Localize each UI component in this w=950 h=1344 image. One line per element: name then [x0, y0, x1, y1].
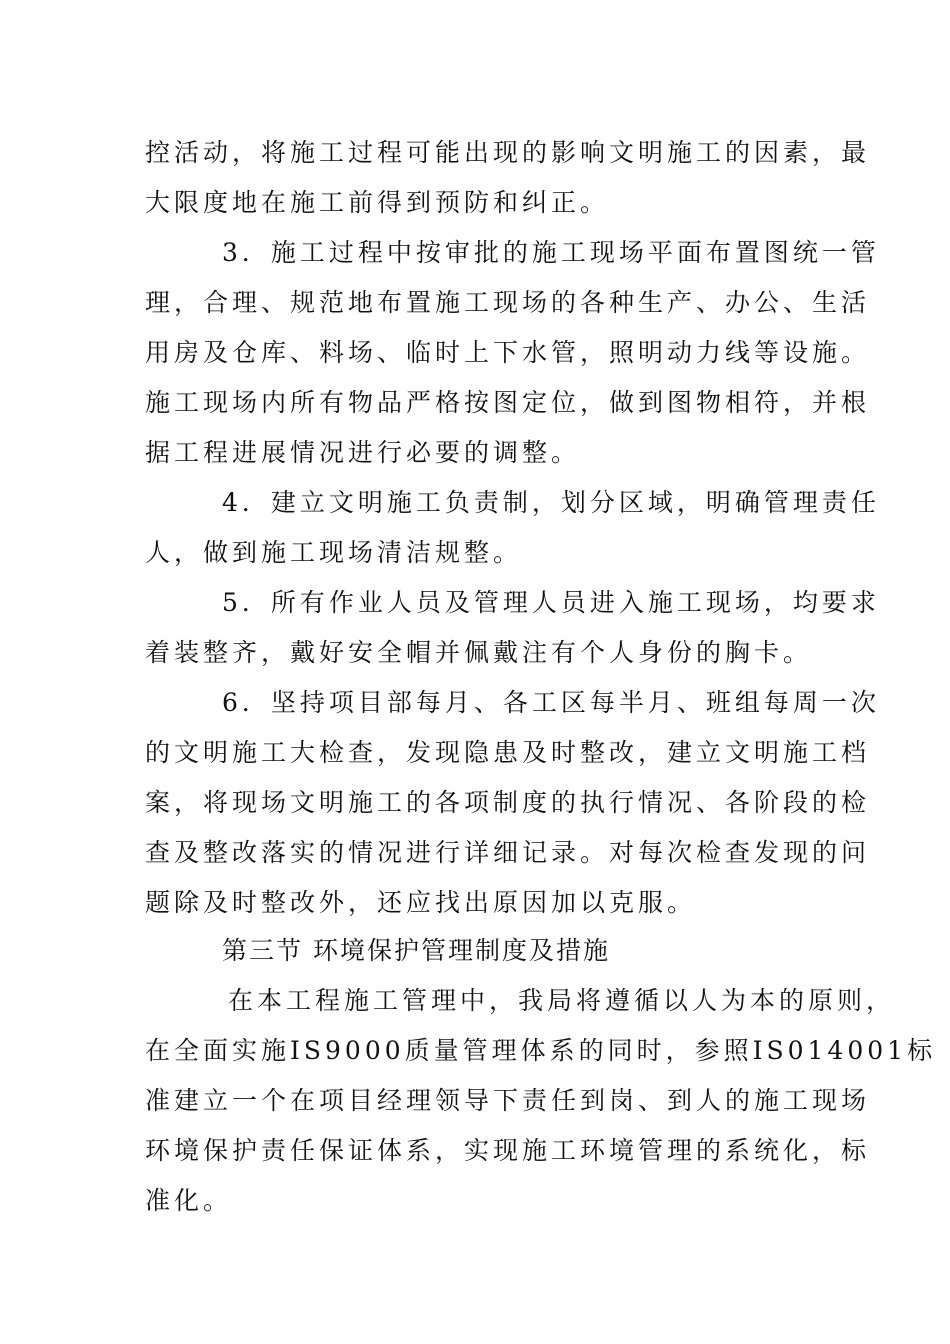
text-line: 理，合理、规范地布置施工现场的各种生产、办公、生活: [145, 288, 871, 317]
text-line: 的文明施工大检查，发现隐患及时整改，建立文明施工档: [145, 738, 871, 767]
text-line: 准建立一个在项目经理领导下责任到岗、到人的施工现场: [145, 1086, 871, 1115]
text-line: 控活动，将施工过程可能出现的影响文明施工的因素，最: [145, 138, 871, 167]
text-line: 题除及时整改外，还应找出原因加以克服。: [145, 888, 697, 917]
text-line: 在全面实施IS9000质量管理体系的同时，参照IS014001标: [145, 1036, 937, 1065]
text-line: 4．建立文明施工负责制，划分区域，明确管理责任: [222, 488, 880, 517]
section-heading: 第三节 环境保护管理制度及措施: [222, 936, 610, 965]
text-line: 环境保护责任保证体系，实现施工环境管理的系统化，标: [145, 1136, 871, 1165]
text-line: 施工现场内所有物品严格按图定位，做到图物相符，并根: [145, 388, 871, 417]
text-line: 准化。: [145, 1186, 233, 1215]
text-line: 6．坚持项目部每月、各工区每半月、班组每周一次: [222, 688, 880, 717]
text-line: 着装整齐，戴好安全帽并佩戴注有个人身份的胸卡。: [145, 638, 813, 667]
text-line: 3．施工过程中按审批的施工现场平面布置图统一管: [222, 238, 880, 267]
text-line: 人，做到施工现场清洁规整。: [145, 538, 523, 567]
text-line: 5．所有作业人员及管理人员进入施工现场，均要求: [222, 588, 880, 617]
text-line: 案，将现场文明施工的各项制度的执行情况、各阶段的检: [145, 788, 871, 817]
text-line: 用房及仓库、料场、临时上下水管，照明动力线等设施。: [145, 338, 871, 367]
text-line: 查及整改落实的情况进行详细记录。对每次检查发现的问: [145, 838, 871, 867]
text-line: 据工程进展情况进行必要的调整。: [145, 438, 581, 467]
text-line: 在本工程施工管理中，我局将遵循以人为本的原则，: [228, 986, 896, 1015]
text-line: 大限度地在施工前得到预防和纠正。: [145, 188, 610, 217]
